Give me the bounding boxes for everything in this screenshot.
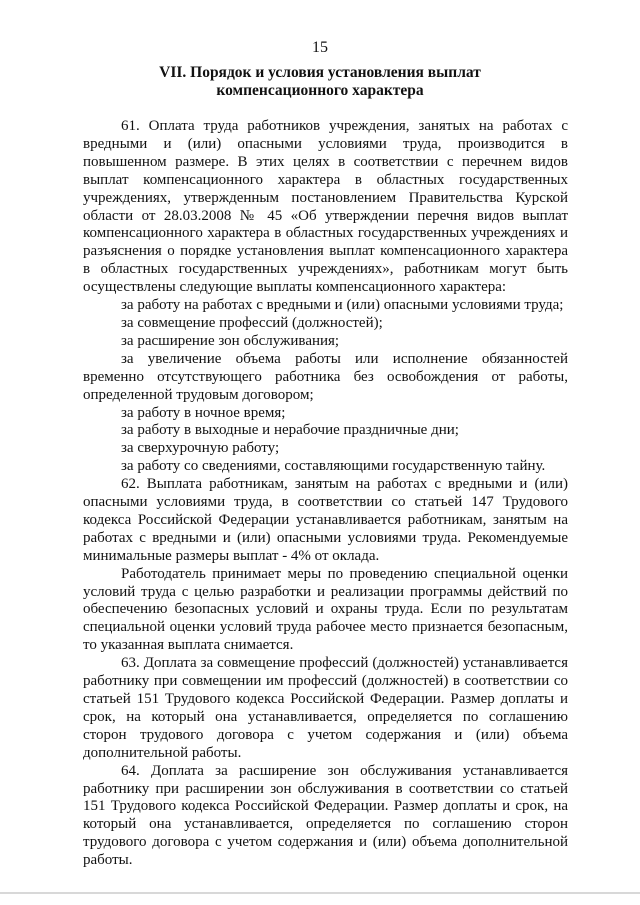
list-item: за работу со сведениями, составляющими государственную тайну.: [121, 458, 546, 475]
paragraph-61: 61. Оплата труда работников учреждения, занятых на работах с вредными и (или) опасными условиями труда, производится в повышенном размере. В этих целях в соответствии с перечнем видов выплат компенсационного характера в областных государственных учреждениях, утвержденным постановлением Правительства Курской области от 28.03.2008 № 45 «Об утверждении перечня видов выплат компенсационного характера в областных государственных учреждениях и разъяснения о порядке установления выплат компенсационного характера в областных государственных учреждениях», работникам могут быть осуществлены следующие выплаты компенсационного характера:: [83, 118, 568, 296]
paragraph-64: 64. Доплата за расширение зон обслуживания устанавливается работнику при расширении зон обслуживания в соответствии со статьей 151 Трудового кодекса Российской Федерации. Размер доплаты и срок, на который она устанавливается, определяется по соглашению сторон трудового договора с учетом содержания и (или) объема дополнительной работы.: [83, 762, 568, 869]
page-number: 15: [312, 39, 328, 56]
section-heading: [60, 64, 580, 100]
section-heading-line-1: VII. Порядок и условия установления выплат: [159, 64, 481, 81]
paragraph-62: 62. Выплата работникам, занятым на работах с вредными и (или) опасными условиями труда, в соответствии со статьей 147 Трудового кодекса Российской Федерации устанавливается работникам, занятым на работах с вредными и (или) опасными условиями труда. Рекомендуемые минимальные размеры выплат - 4% от оклада.: [83, 476, 568, 564]
list-item: за работу в выходные и нерабочие праздничные дни;: [121, 422, 459, 439]
list-item: за совмещение профессий (должностей);: [121, 314, 383, 331]
section-heading-line-2: компенсационного характера: [216, 82, 424, 99]
list-item: за работу на работах с вредными и (или) опасными условиями труда;: [121, 297, 564, 314]
list-item: за сверхурочную работу;: [121, 440, 280, 457]
paragraph-63: 63. Доплата за совмещение профессий (должностей) устанавливается работнику при совмещении им профессий (должностей) в соответствии со статьей 151 Трудового кодекса Российской Федерации. Размер доплаты и срок, на который она устанавливается, определяется по соглашению сторон трудового договора с учетом содержания и (или) объема дополнительной работы.: [83, 655, 568, 761]
document-body: [83, 118, 568, 870]
list-item: за работу в ночное время;: [121, 404, 286, 421]
list-item: за расширение зон обслуживания;: [121, 332, 340, 349]
list-item: за увеличение объема работы или исполнение обязанностей временно отсутствующего работника без освобождения от работы, определенной трудовым договором;: [83, 350, 568, 403]
paragraph-62-continued: Работодатель принимает меры по проведению специальной оценки условий труда с целью разработки и реализации программы действий по обеспечению безопасных условий и охраны труда. Если по результатам специальной оценки условий труда рабочее место признается безопасным, то указанная выплата снимается.: [83, 565, 568, 654]
bottom-divider: [0, 892, 640, 894]
